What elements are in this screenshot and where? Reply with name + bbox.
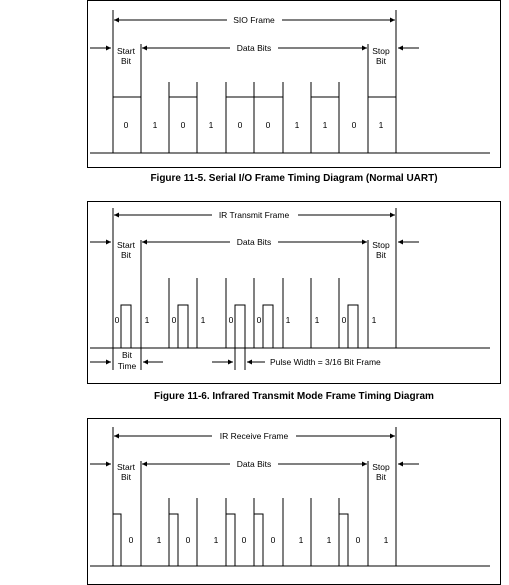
stop-bit-label-line2: Bit [376, 472, 386, 482]
pulse-width-label: Pulse Width = 3/16 Bit Frame [270, 357, 381, 367]
bit-value: 1 [294, 120, 300, 130]
stop-bit-label-line1: Stop [372, 240, 390, 250]
bit-value: 0 [351, 120, 357, 130]
stop-bit-label-line2: Bit [376, 56, 386, 66]
stop-bit-label-line2: Bit [376, 250, 386, 260]
bit-value: 1 [378, 120, 384, 130]
stop-bit-label-line1: Stop [372, 46, 390, 56]
bit-value: 1 [298, 535, 304, 545]
start-bit-label-line2: Bit [121, 472, 131, 482]
ir-pulse [178, 305, 188, 348]
rx-pulse [254, 514, 263, 566]
bit-value: 1 [208, 120, 214, 130]
bit-value: 1 [285, 315, 291, 325]
data-bits-label: Data Bits [236, 459, 272, 469]
figure-3-diagram [90, 427, 490, 566]
data-bits-label: Data Bits [236, 237, 272, 247]
bit-value: 1 [152, 120, 158, 130]
frame-label: IR Receive Frame [219, 431, 289, 441]
bit-value: 1 [383, 535, 389, 545]
bit-value: 0 [237, 120, 243, 130]
start-bit-label-line1: Start [117, 462, 135, 472]
stop-bit-label-line1: Stop [372, 462, 390, 472]
bit-value: 0 [341, 315, 347, 325]
ir-pulse [121, 305, 131, 348]
bit-value: 0 [256, 315, 262, 325]
bit-value: 0 [355, 535, 361, 545]
start-bit-label-line2: Bit [121, 56, 131, 66]
bit-value: 1 [371, 315, 377, 325]
bit-value: 0 [265, 120, 271, 130]
start-bit-label-line2: Bit [121, 250, 131, 260]
bit-value: 1 [314, 315, 320, 325]
bit-value: 1 [156, 535, 162, 545]
rx-pulse [339, 514, 348, 566]
bit-value: 0 [128, 535, 134, 545]
bit-value: 0 [185, 535, 191, 545]
ir-pulse [263, 305, 273, 348]
bit-value: 1 [322, 120, 328, 130]
bit-value: 0 [114, 315, 120, 325]
frame-label: IR Transmit Frame [218, 210, 290, 220]
rx-pulse [226, 514, 235, 566]
bit-value: 0 [270, 535, 276, 545]
start-bit-label-line1: Start [117, 46, 135, 56]
bit-value: 1 [200, 315, 206, 325]
figure-11-6-caption: Figure 11-6. Infrared Transmit Mode Frame Timing Diagram [154, 391, 434, 402]
bit-value: 1 [144, 315, 150, 325]
frame-label: SIO Frame [233, 15, 275, 25]
start-bit-label-line1: Start [117, 240, 135, 250]
bit-value: 0 [180, 120, 186, 130]
bit-value: 1 [213, 535, 219, 545]
bit-value: 0 [228, 315, 234, 325]
bit-value: 0 [171, 315, 177, 325]
rx-pulse [113, 514, 121, 566]
figure-1-diagram [90, 10, 490, 153]
bit-time-label-line1: Bit [122, 350, 132, 360]
ir-pulse [348, 305, 358, 348]
figure-11-5-caption: Figure 11-5. Serial I/O Frame Timing Diagram (Normal UART) [150, 173, 438, 184]
ir-pulse [235, 305, 245, 348]
data-bits-label: Data Bits [236, 43, 272, 53]
figure-2-diagram [90, 208, 490, 371]
bit-value: 0 [123, 120, 129, 130]
rx-pulse [169, 514, 178, 566]
bit-value: 1 [326, 535, 332, 545]
bit-time-label-line2: Time [117, 361, 137, 371]
bit-value: 0 [241, 535, 247, 545]
